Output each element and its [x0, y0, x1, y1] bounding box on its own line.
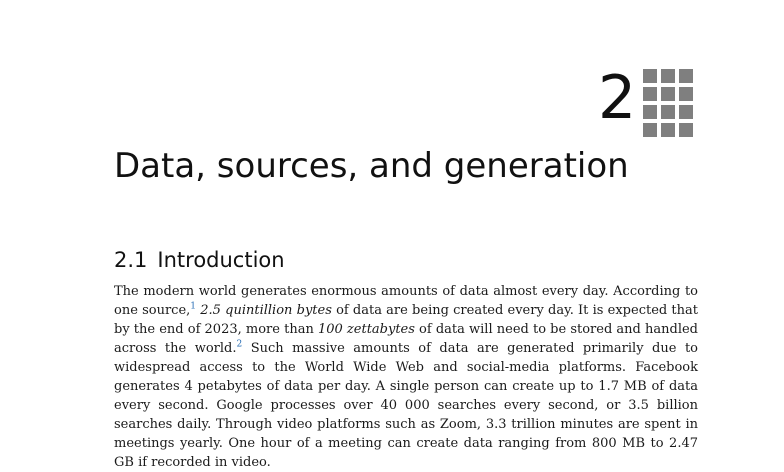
section-heading	[114, 245, 285, 275]
paragraph-text-2: of data are being created every day. It is expected that by the end of 2023, more than	[114, 303, 698, 337]
chapter-title: Data, sources, and generation	[114, 146, 629, 186]
section-number: 2.1	[114, 248, 148, 272]
chapter-decoration-grid-icon	[643, 69, 693, 137]
paragraph-text-4: Such massive amounts of data are generated primarily due to widespread access to the World Wide Web and social-media platforms. Facebook generates 4 petabytes of data per day. A single person can create up to 1.7 MB of data every second. Google processes over 40 000 searches every second, or 3.5 billion searches daily. Through video platforms such as Zoom, 3.3 trillion minutes are spent in meetings yearly. One hour of a meeting can create data ranging from 800 MB to 2.47 GB if recorded in video.	[114, 341, 698, 470]
footnote-reference-2[interactable]: 2	[236, 339, 243, 350]
emphasis-zettabytes: 100 zettabytes	[317, 322, 415, 337]
paragraph-text-3: of data will need to be stored and handled across the world.	[114, 322, 698, 356]
body-paragraph	[114, 282, 698, 472]
section-title: Introduction	[157, 248, 285, 272]
emphasis-quintillion: 2.5 quintillion bytes	[200, 303, 332, 318]
chapter-number: 2	[598, 63, 637, 133]
paragraph-text-1: The modern world generates enormous amounts of data almost every day. According to one source,	[114, 284, 698, 318]
footnote-reference-1[interactable]: 1	[190, 301, 197, 312]
